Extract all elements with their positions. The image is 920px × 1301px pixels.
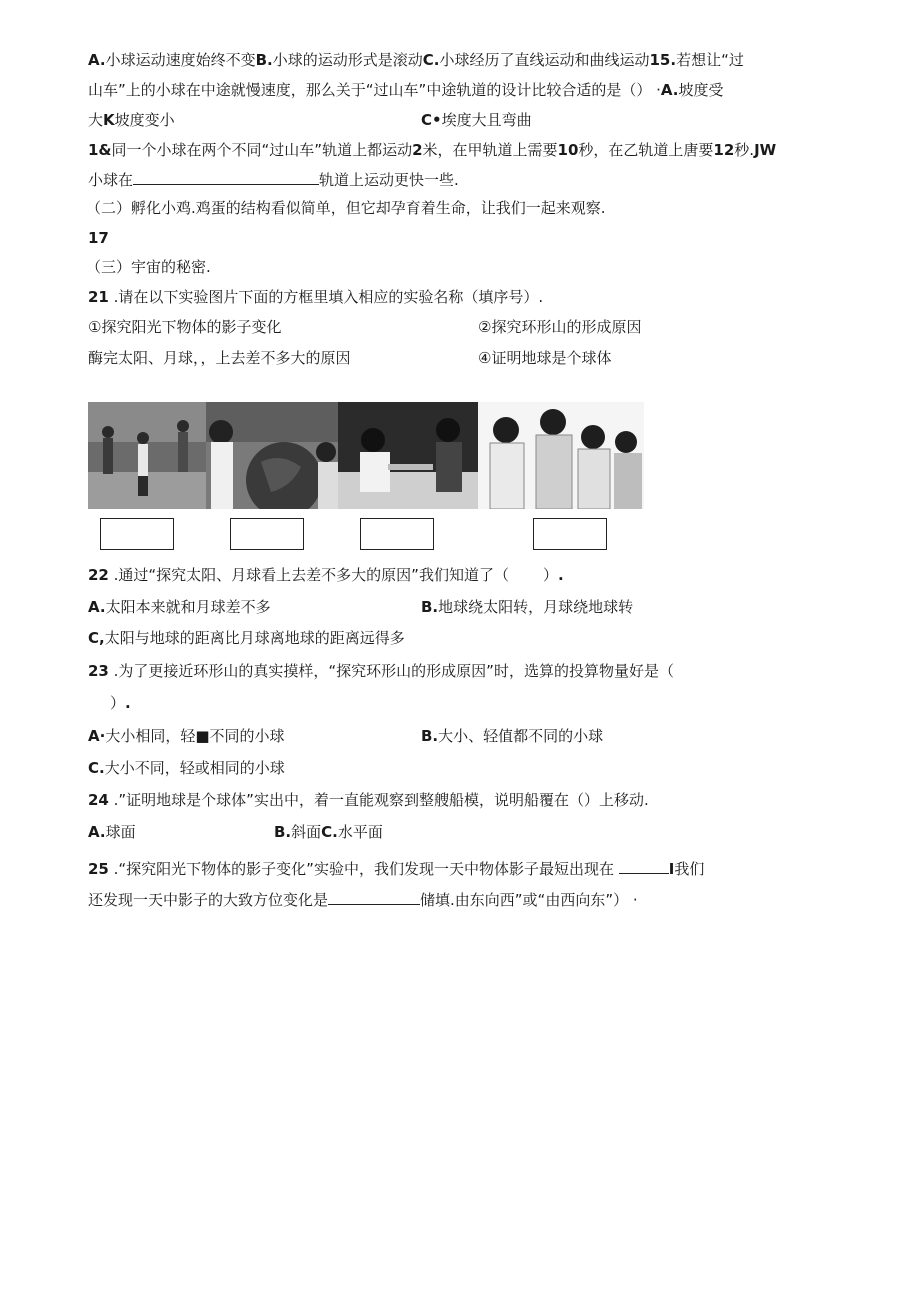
question-15-line-2	[88, 80, 724, 100]
question-16-line	[88, 140, 776, 160]
option-a-label: A.	[88, 51, 106, 69]
option-b-text: 大小、轻值都不同的小球	[438, 727, 604, 745]
experiment-photos	[88, 402, 644, 509]
option-b-text: 小球的运动形式是滚动	[272, 51, 423, 69]
option-a-text: 大小相同，轻	[105, 727, 196, 745]
question-16-number: 1&	[88, 141, 112, 159]
option-a-text-2: 不同的小球	[209, 727, 285, 745]
experiment-4: ④证明地球是个球体	[478, 349, 612, 367]
question-21-line	[88, 287, 543, 307]
option-a-text: 小球运动速度始终不变	[105, 51, 256, 69]
period: .	[557, 566, 564, 584]
question-23-number: 23	[88, 662, 109, 680]
section-3-heading: （三）宇宙的秘密.	[86, 258, 211, 276]
question-16-text-3: 秒，在乙轨道上唐要	[578, 141, 714, 159]
question-24-number: 24	[88, 791, 109, 809]
question-15-number: 15.	[649, 51, 677, 69]
question-23-option-b	[421, 726, 603, 746]
answer-box-3[interactable]	[360, 518, 434, 550]
fill-blank[interactable]	[328, 890, 420, 905]
question-22-option-a	[88, 597, 271, 617]
question-23-text: .为了更接近环形山的真实摸样，“探究环形山的形成原因”时，选算的投算物量好是（	[108, 662, 674, 680]
time-b-value: 12	[713, 141, 735, 159]
experiment-1: ①探究阳光下物体的影子变化	[88, 318, 282, 336]
option-b-text: 地球绕太阳转，月球绕地球转	[438, 598, 634, 616]
square-glyph: ■	[195, 727, 210, 745]
period: .	[125, 694, 131, 712]
question-25-number: 25	[88, 860, 109, 878]
question-16-text-5: JW	[754, 141, 777, 159]
option-a-label: A.	[88, 598, 106, 616]
question-15-text: 若想让“过	[676, 51, 744, 69]
question-21-text: .请在以下实验图片下面的方框里填入相应的实验名称（填序号）.	[108, 288, 544, 306]
experiment-3: 酶完太阳、月球，，上去差不多大的原因	[88, 349, 351, 367]
separator-dot: ·	[656, 81, 661, 99]
question-16-text: 同一个小球在两个不同“过山车”轨道上都运动	[111, 141, 413, 159]
question-16-text-4: 秒.	[734, 141, 755, 159]
option-c-label: C.	[321, 823, 338, 841]
question-22-text: .通过“探究太阳、月球看上去差不多大的原因”我们知道了（	[108, 566, 509, 584]
question-24-option-a	[88, 822, 136, 842]
shadow-experiment-photo	[88, 402, 206, 509]
question-22-option-c	[88, 628, 405, 648]
fill-blank-prefix: 小球在	[88, 171, 134, 189]
fill-blank-suffix: 轨道上运动更快一些.	[319, 171, 459, 189]
fill-blank[interactable]	[133, 170, 319, 185]
option-b-text: 斜面	[291, 823, 322, 841]
question-25-text: .“探究阳光下物体的影子变化”实验中，我们发现一天中物体影子最短出现在	[108, 860, 614, 878]
experiment-list-row-2	[88, 348, 848, 368]
question-16-line-2	[88, 170, 459, 190]
ship-model-photo	[478, 402, 644, 509]
question-25-line-2	[88, 890, 638, 910]
option-c-label: C,	[88, 629, 105, 647]
option-a-text-cont: 大	[88, 111, 104, 129]
question-21-number: 21	[88, 288, 109, 306]
question-22-option-b	[421, 597, 633, 617]
question-25-text-2: 我们	[674, 860, 705, 878]
option-c-label: C.	[88, 759, 105, 777]
question-23-line-2	[110, 693, 131, 713]
question-23-line	[88, 661, 674, 681]
option-c-text: 水平面	[337, 823, 383, 841]
option-c-text: 大小不同，轻或相同的小球	[104, 759, 285, 777]
close-paren: ）	[542, 566, 558, 584]
option-b-label: B.	[421, 727, 439, 745]
question-24-options-bc	[274, 822, 383, 842]
question-23-option-c	[88, 758, 285, 778]
question-16-text-2: 米，在甲轨道上需要	[422, 141, 558, 159]
separator-dot: ·	[632, 891, 638, 909]
option-c-text: 太阳与地球的距离比月球离地球的距离远得多	[104, 629, 405, 647]
option-a-label: A.	[660, 81, 679, 99]
question-24-text: .”证明地球是个球体”实出中，着一直能观察到整艘船模，说明船覆在（）上移动.	[108, 791, 649, 809]
question-25-text-3: 还发现一天中影子的大致方位变化是	[88, 891, 329, 909]
question-15-line-3	[88, 110, 848, 130]
question-25-letter: I	[668, 860, 675, 878]
option-b-label: B.	[274, 823, 292, 841]
option-a-label: A·	[88, 727, 106, 745]
question-24-line	[88, 790, 649, 810]
option-c-text: 小球经历了直线运动和曲线运动	[439, 51, 650, 69]
question-17-number: 17	[88, 229, 109, 247]
experiment-2: ②探究环形山的形成原因	[478, 318, 642, 336]
sun-moon-photo	[338, 402, 478, 509]
earth-model-photo	[206, 402, 338, 509]
option-a-text: 球面	[105, 823, 136, 841]
option-b-text: 坡度变小	[114, 111, 175, 129]
question-22-line	[88, 565, 564, 585]
time-a-value: 10	[557, 141, 579, 159]
question-25-text-4: 储填.由东向西”或“由西向东”）	[420, 891, 629, 909]
answer-box-2[interactable]	[230, 518, 304, 550]
option-a-text: 坡度受	[678, 81, 724, 99]
option-b-label: K	[103, 111, 115, 129]
fill-blank[interactable]	[619, 859, 669, 874]
option-c-label: C.	[422, 51, 440, 69]
option-b-label: B.	[255, 51, 273, 69]
experiment-list-row-1	[88, 317, 848, 337]
option-a-label: A.	[88, 823, 106, 841]
question-15-text-cont: 山车”上的小球在中途就慢速度，那么关于“过山车”中途轨道的设计比较合适的是（）	[88, 81, 652, 99]
question-22-number: 22	[88, 566, 109, 584]
option-a-text: 太阳本来就和月球差不多	[105, 598, 271, 616]
question-23-option-a	[88, 726, 285, 746]
answer-box-1[interactable]	[100, 518, 174, 550]
question-14-options-line	[88, 50, 744, 70]
section-2-heading: （二）孵化小鸡.鸡蛋的结构看似简单，但它却孕育着生命，让我们一起来观察.	[86, 199, 606, 217]
question-25-line	[88, 859, 704, 879]
option-b-label: B.	[421, 598, 439, 616]
close-paren: ）	[110, 694, 126, 712]
distance-value: 2	[412, 141, 423, 159]
answer-box-4[interactable]	[533, 518, 607, 550]
option-c-text: 埃度大且弯曲	[441, 111, 532, 129]
option-c-label: C•	[421, 111, 442, 129]
